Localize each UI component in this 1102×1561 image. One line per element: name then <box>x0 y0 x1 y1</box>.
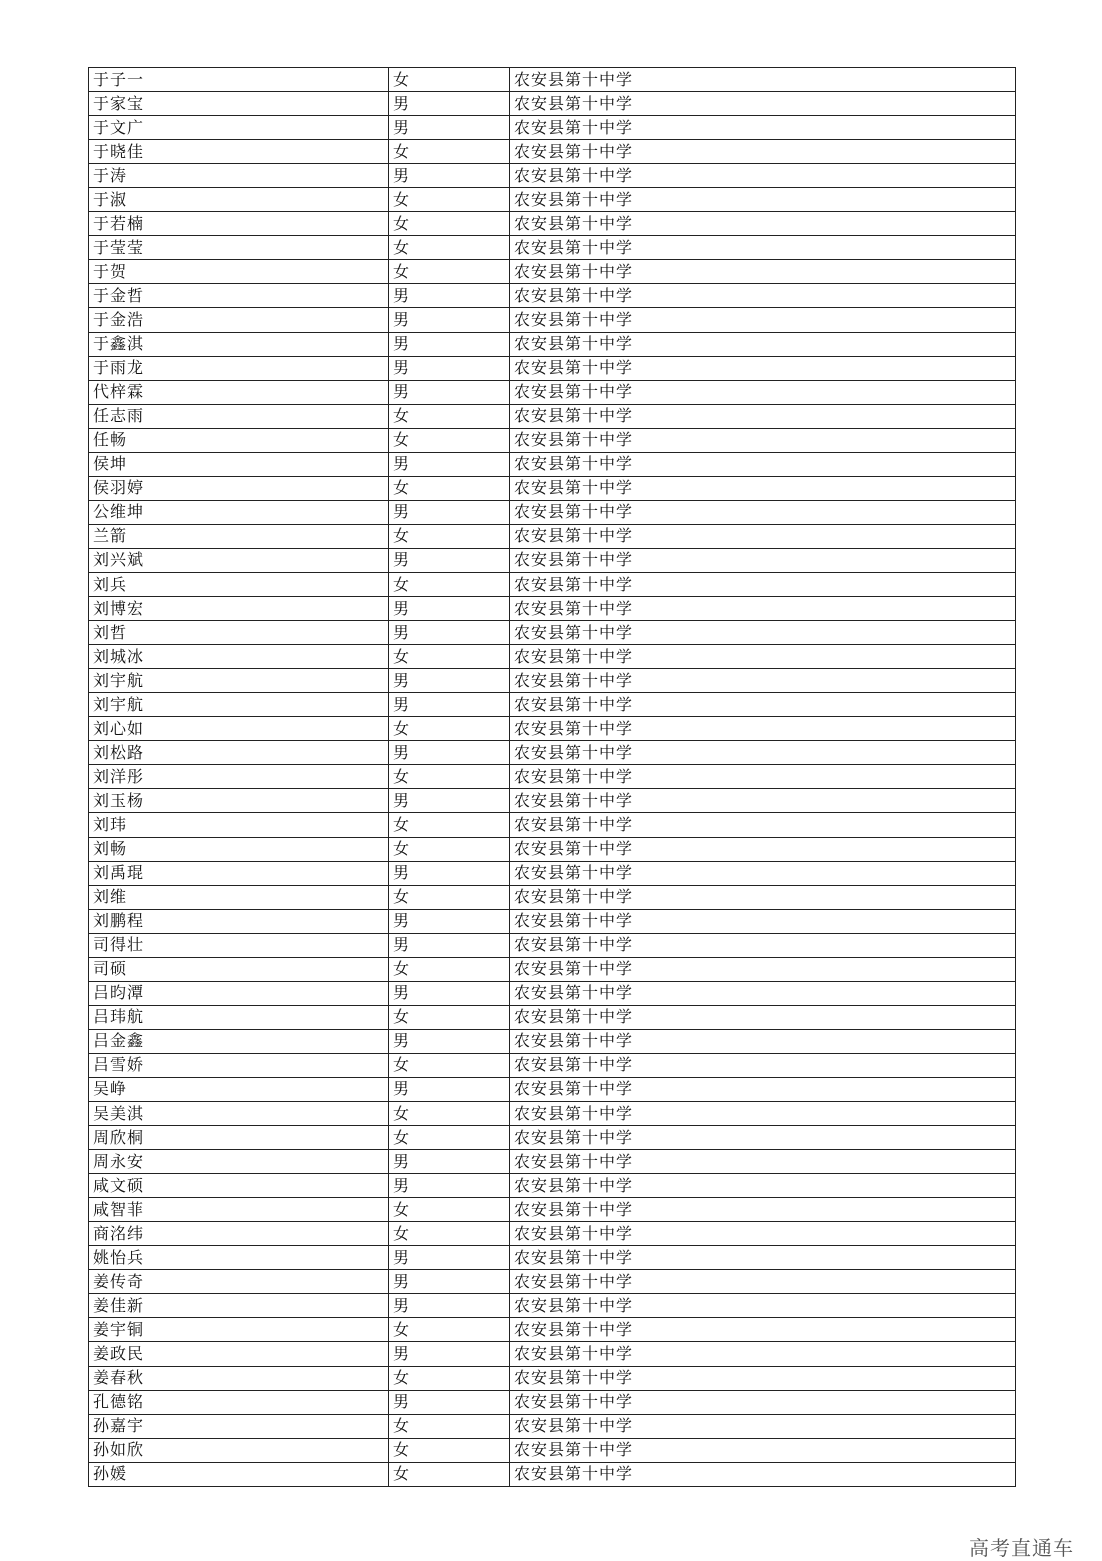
table-row <box>89 476 1016 500</box>
table-row <box>89 765 1016 789</box>
cell-name: 姚怡兵 <box>89 1246 389 1270</box>
table-row <box>89 933 1016 957</box>
cell-school: 农安县第十中学 <box>510 1342 1016 1366</box>
table-row <box>89 957 1016 981</box>
cell-school: 农安县第十中学 <box>510 332 1016 356</box>
cell-name: 姜传奇 <box>89 1270 389 1294</box>
cell-name: 刘维 <box>89 885 389 909</box>
table-row <box>89 909 1016 933</box>
cell-name: 孙媛 <box>89 1462 389 1486</box>
cell-name: 孙如欣 <box>89 1438 389 1462</box>
cell-gender: 男 <box>389 500 510 524</box>
table-row <box>89 236 1016 260</box>
cell-name: 咸智菲 <box>89 1198 389 1222</box>
cell-gender: 女 <box>389 1005 510 1029</box>
cell-gender: 男 <box>389 356 510 380</box>
cell-name: 商洺纬 <box>89 1222 389 1246</box>
cell-name: 刘玮 <box>89 813 389 837</box>
cell-gender: 男 <box>389 597 510 621</box>
cell-school: 农安县第十中学 <box>510 1270 1016 1294</box>
cell-school: 农安县第十中学 <box>510 452 1016 476</box>
table-row <box>89 1246 1016 1270</box>
cell-name: 吴美淇 <box>89 1102 389 1126</box>
table-row <box>89 1150 1016 1174</box>
cell-school: 农安县第十中学 <box>510 1366 1016 1390</box>
cell-name: 刘松路 <box>89 741 389 765</box>
table-row <box>89 1414 1016 1438</box>
cell-gender: 男 <box>389 452 510 476</box>
table-row <box>89 741 1016 765</box>
table-row <box>89 1053 1016 1077</box>
cell-gender: 男 <box>389 1174 510 1198</box>
cell-name: 姜宇铜 <box>89 1318 389 1342</box>
cell-school: 农安县第十中学 <box>510 693 1016 717</box>
cell-name: 侯坤 <box>89 452 389 476</box>
cell-name: 刘禹琨 <box>89 861 389 885</box>
cell-school: 农安县第十中学 <box>510 1150 1016 1174</box>
cell-name: 刘兵 <box>89 572 389 596</box>
cell-name: 刘畅 <box>89 837 389 861</box>
cell-school: 农安县第十中学 <box>510 813 1016 837</box>
cell-gender: 女 <box>389 1438 510 1462</box>
table-row <box>89 500 1016 524</box>
cell-name: 咸文硕 <box>89 1174 389 1198</box>
cell-name: 刘哲 <box>89 621 389 645</box>
table-row <box>89 164 1016 188</box>
cell-gender: 女 <box>389 1053 510 1077</box>
cell-school: 农安县第十中学 <box>510 1077 1016 1101</box>
table-row <box>89 332 1016 356</box>
cell-gender: 女 <box>389 885 510 909</box>
table-row <box>89 572 1016 596</box>
table-row <box>89 1222 1016 1246</box>
cell-name: 任志雨 <box>89 404 389 428</box>
cell-school: 农安县第十中学 <box>510 92 1016 116</box>
cell-name: 周永安 <box>89 1150 389 1174</box>
cell-name: 侯羽婷 <box>89 476 389 500</box>
cell-gender: 男 <box>389 308 510 332</box>
cell-gender: 男 <box>389 548 510 572</box>
cell-gender: 男 <box>389 116 510 140</box>
cell-school: 农安县第十中学 <box>510 1102 1016 1126</box>
cell-gender: 男 <box>389 1294 510 1318</box>
cell-gender: 男 <box>389 332 510 356</box>
table-row <box>89 452 1016 476</box>
cell-school: 农安县第十中学 <box>510 380 1016 404</box>
table-row <box>89 645 1016 669</box>
cell-school: 农安县第十中学 <box>510 837 1016 861</box>
cell-name: 于文广 <box>89 116 389 140</box>
cell-school: 农安县第十中学 <box>510 645 1016 669</box>
cell-gender: 男 <box>389 380 510 404</box>
table-row <box>89 693 1016 717</box>
cell-gender: 女 <box>389 68 510 92</box>
cell-gender: 女 <box>389 1126 510 1150</box>
table-row <box>89 885 1016 909</box>
cell-gender: 男 <box>389 741 510 765</box>
cell-school: 农安县第十中学 <box>510 404 1016 428</box>
cell-school: 农安县第十中学 <box>510 260 1016 284</box>
cell-name: 司硕 <box>89 957 389 981</box>
cell-school: 农安县第十中学 <box>510 765 1016 789</box>
cell-name: 于若楠 <box>89 212 389 236</box>
cell-school: 农安县第十中学 <box>510 1198 1016 1222</box>
table-row <box>89 1126 1016 1150</box>
cell-name: 姜政民 <box>89 1342 389 1366</box>
cell-gender: 男 <box>389 1270 510 1294</box>
cell-school: 农安县第十中学 <box>510 957 1016 981</box>
cell-name: 周欣桐 <box>89 1126 389 1150</box>
cell-school: 农安县第十中学 <box>510 236 1016 260</box>
watermark-text: 高考直通车 <box>969 1536 1074 1560</box>
table-row <box>89 356 1016 380</box>
cell-school: 农安县第十中学 <box>510 621 1016 645</box>
cell-school: 农安县第十中学 <box>510 1029 1016 1053</box>
cell-name: 吕玮航 <box>89 1005 389 1029</box>
table-row <box>89 92 1016 116</box>
cell-gender: 男 <box>389 981 510 1005</box>
cell-school: 农安县第十中学 <box>510 188 1016 212</box>
cell-school: 农安县第十中学 <box>510 669 1016 693</box>
cell-school: 农安县第十中学 <box>510 164 1016 188</box>
cell-school: 农安县第十中学 <box>510 428 1016 452</box>
cell-name: 刘城冰 <box>89 645 389 669</box>
table-row <box>89 1390 1016 1414</box>
table-row <box>89 68 1016 92</box>
cell-school: 农安县第十中学 <box>510 116 1016 140</box>
cell-gender: 男 <box>389 92 510 116</box>
cell-name: 司得壮 <box>89 933 389 957</box>
table-row <box>89 1102 1016 1126</box>
cell-school: 农安县第十中学 <box>510 789 1016 813</box>
cell-school: 农安县第十中学 <box>510 1005 1016 1029</box>
cell-name: 于淑 <box>89 188 389 212</box>
cell-name: 刘宇航 <box>89 669 389 693</box>
table-row <box>89 428 1016 452</box>
cell-gender: 男 <box>389 789 510 813</box>
cell-school: 农安县第十中学 <box>510 597 1016 621</box>
cell-gender: 女 <box>389 1318 510 1342</box>
cell-gender: 男 <box>389 1029 510 1053</box>
table-row <box>89 813 1016 837</box>
table-row <box>89 789 1016 813</box>
table-row <box>89 837 1016 861</box>
cell-gender: 女 <box>389 188 510 212</box>
cell-school: 农安县第十中学 <box>510 212 1016 236</box>
cell-gender: 女 <box>389 1102 510 1126</box>
cell-name: 刘博宏 <box>89 597 389 621</box>
cell-gender: 女 <box>389 1462 510 1486</box>
cell-school: 农安县第十中学 <box>510 1462 1016 1486</box>
table-row <box>89 284 1016 308</box>
cell-gender: 女 <box>389 765 510 789</box>
cell-gender: 女 <box>389 140 510 164</box>
cell-school: 农安县第十中学 <box>510 68 1016 92</box>
cell-gender: 女 <box>389 957 510 981</box>
cell-school: 农安县第十中学 <box>510 717 1016 741</box>
cell-gender: 男 <box>389 284 510 308</box>
cell-name: 任畅 <box>89 428 389 452</box>
cell-name: 刘鹏程 <box>89 909 389 933</box>
cell-name: 吴峥 <box>89 1077 389 1101</box>
cell-gender: 男 <box>389 164 510 188</box>
cell-school: 农安县第十中学 <box>510 741 1016 765</box>
cell-school: 农安县第十中学 <box>510 476 1016 500</box>
table-row <box>89 1342 1016 1366</box>
cell-name: 于晓佳 <box>89 140 389 164</box>
student-roster-table <box>88 67 1016 1487</box>
cell-name: 于贺 <box>89 260 389 284</box>
cell-name: 孔德铭 <box>89 1390 389 1414</box>
cell-name: 刘洋彤 <box>89 765 389 789</box>
cell-gender: 男 <box>389 1077 510 1101</box>
cell-name: 刘玉杨 <box>89 789 389 813</box>
table-row <box>89 717 1016 741</box>
cell-school: 农安县第十中学 <box>510 1222 1016 1246</box>
cell-name: 吕昀潭 <box>89 981 389 1005</box>
cell-name: 姜佳新 <box>89 1294 389 1318</box>
cell-school: 农安县第十中学 <box>510 1174 1016 1198</box>
table-row <box>89 1198 1016 1222</box>
table-row <box>89 404 1016 428</box>
cell-gender: 男 <box>389 1390 510 1414</box>
cell-gender: 男 <box>389 693 510 717</box>
cell-gender: 男 <box>389 933 510 957</box>
cell-school: 农安县第十中学 <box>510 885 1016 909</box>
table-row <box>89 188 1016 212</box>
table-row <box>89 116 1016 140</box>
table-row <box>89 1174 1016 1198</box>
cell-school: 农安县第十中学 <box>510 981 1016 1005</box>
table-row <box>89 1270 1016 1294</box>
cell-gender: 女 <box>389 837 510 861</box>
table-row <box>89 260 1016 284</box>
cell-school: 农安县第十中学 <box>510 1294 1016 1318</box>
cell-name: 于家宝 <box>89 92 389 116</box>
cell-name: 于涛 <box>89 164 389 188</box>
cell-name: 代梓霖 <box>89 380 389 404</box>
cell-name: 刘宇航 <box>89 693 389 717</box>
cell-gender: 女 <box>389 476 510 500</box>
cell-gender: 男 <box>389 1342 510 1366</box>
cell-school: 农安县第十中学 <box>510 1246 1016 1270</box>
cell-school: 农安县第十中学 <box>510 1126 1016 1150</box>
cell-gender: 女 <box>389 1366 510 1390</box>
cell-school: 农安县第十中学 <box>510 1318 1016 1342</box>
cell-school: 农安县第十中学 <box>510 909 1016 933</box>
cell-name: 吕雪娇 <box>89 1053 389 1077</box>
cell-gender: 女 <box>389 572 510 596</box>
table-row <box>89 380 1016 404</box>
cell-name: 公维坤 <box>89 500 389 524</box>
cell-school: 农安县第十中学 <box>510 1053 1016 1077</box>
cell-name: 刘兴斌 <box>89 548 389 572</box>
cell-name: 孙嘉宇 <box>89 1414 389 1438</box>
cell-name: 姜春秋 <box>89 1366 389 1390</box>
cell-gender: 女 <box>389 1222 510 1246</box>
cell-gender: 男 <box>389 909 510 933</box>
cell-name: 于金浩 <box>89 308 389 332</box>
cell-gender: 女 <box>389 236 510 260</box>
roster-body <box>89 68 1016 1487</box>
table-row <box>89 548 1016 572</box>
cell-gender: 男 <box>389 861 510 885</box>
cell-name: 刘心如 <box>89 717 389 741</box>
cell-gender: 女 <box>389 1414 510 1438</box>
cell-name: 于金哲 <box>89 284 389 308</box>
table-row <box>89 1318 1016 1342</box>
cell-school: 农安县第十中学 <box>510 1390 1016 1414</box>
table-row <box>89 1462 1016 1486</box>
cell-name: 于雨龙 <box>89 356 389 380</box>
table-row <box>89 308 1016 332</box>
cell-school: 农安县第十中学 <box>510 548 1016 572</box>
table-row <box>89 597 1016 621</box>
table-row <box>89 1077 1016 1101</box>
cell-school: 农安县第十中学 <box>510 524 1016 548</box>
table-row <box>89 1438 1016 1462</box>
cell-gender: 女 <box>389 212 510 236</box>
cell-school: 农安县第十中学 <box>510 933 1016 957</box>
table-row <box>89 1366 1016 1390</box>
cell-gender: 女 <box>389 428 510 452</box>
cell-gender: 女 <box>389 813 510 837</box>
table-row <box>89 1005 1016 1029</box>
cell-name: 于莹莹 <box>89 236 389 260</box>
cell-school: 农安县第十中学 <box>510 284 1016 308</box>
cell-gender: 男 <box>389 1150 510 1174</box>
cell-school: 农安县第十中学 <box>510 1438 1016 1462</box>
cell-gender: 男 <box>389 1246 510 1270</box>
cell-gender: 女 <box>389 404 510 428</box>
cell-gender: 男 <box>389 669 510 693</box>
cell-school: 农安县第十中学 <box>510 572 1016 596</box>
cell-name: 吕金鑫 <box>89 1029 389 1053</box>
table-row <box>89 1294 1016 1318</box>
table-row <box>89 524 1016 548</box>
cell-gender: 女 <box>389 260 510 284</box>
table-row <box>89 861 1016 885</box>
cell-school: 农安县第十中学 <box>510 1414 1016 1438</box>
cell-name: 于子一 <box>89 68 389 92</box>
cell-school: 农安县第十中学 <box>510 140 1016 164</box>
table-row <box>89 1029 1016 1053</box>
table-row <box>89 981 1016 1005</box>
cell-school: 农安县第十中学 <box>510 500 1016 524</box>
cell-name: 于鑫淇 <box>89 332 389 356</box>
cell-name: 兰箭 <box>89 524 389 548</box>
cell-gender: 女 <box>389 645 510 669</box>
cell-gender: 女 <box>389 717 510 741</box>
table-row <box>89 212 1016 236</box>
table-row <box>89 140 1016 164</box>
table-row <box>89 621 1016 645</box>
cell-school: 农安县第十中学 <box>510 308 1016 332</box>
cell-school: 农安县第十中学 <box>510 356 1016 380</box>
cell-gender: 男 <box>389 621 510 645</box>
cell-gender: 女 <box>389 524 510 548</box>
cell-gender: 女 <box>389 1198 510 1222</box>
table-row <box>89 669 1016 693</box>
cell-school: 农安县第十中学 <box>510 861 1016 885</box>
